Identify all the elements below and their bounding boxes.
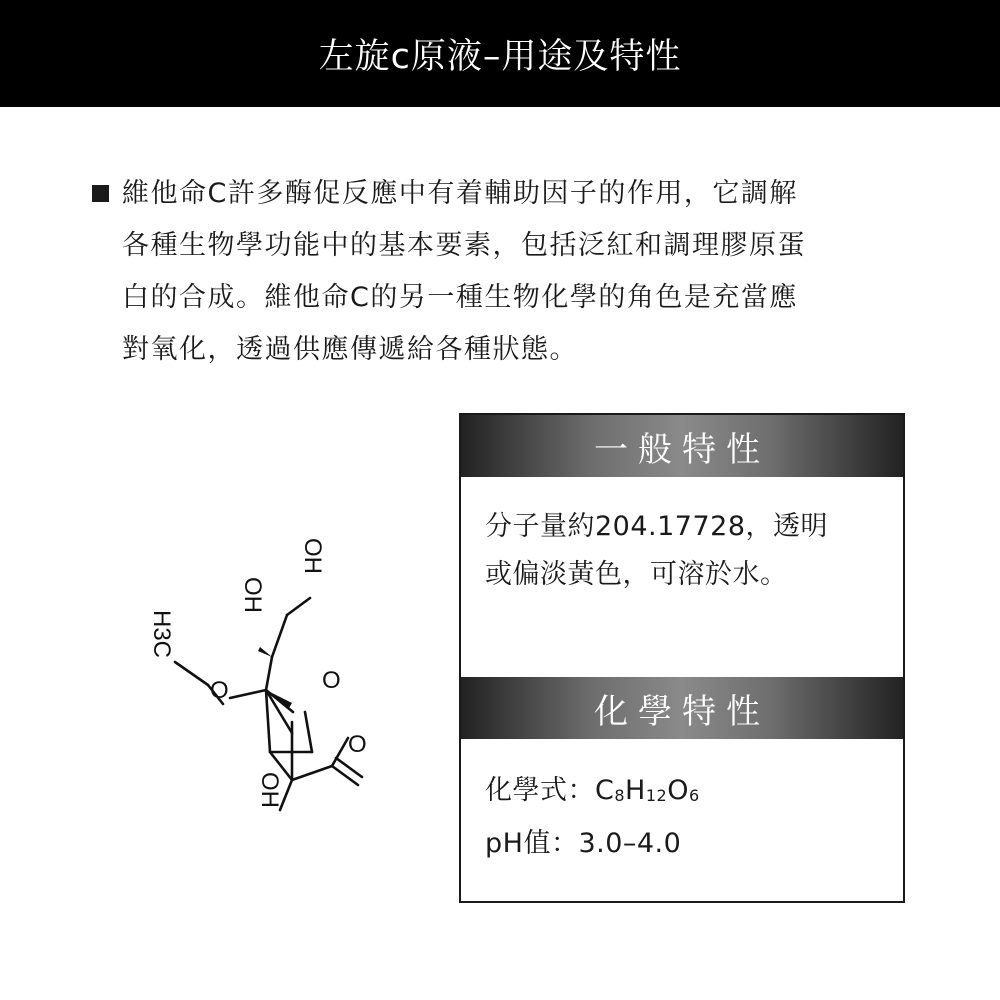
formula-subscript: 8: [614, 786, 626, 805]
description-line: 對氧化，透過供應傳遞給各種狀態。: [122, 334, 578, 365]
wedge-bond: [258, 647, 272, 657]
description-line: 白的合成。維他命C的另一種生物化學的角色是充當應: [122, 282, 798, 313]
ph-line: pH值：3.0–4.0: [485, 828, 682, 859]
bond: [336, 758, 362, 777]
general-properties-text: [485, 503, 885, 599]
general-properties-heading: [461, 415, 903, 477]
chemical-properties-heading: [461, 677, 903, 739]
chemical-properties-text: [485, 767, 885, 868]
formula-subscript: 12: [645, 786, 668, 805]
general-property-line: 分子量約204.17728，透明: [485, 511, 829, 542]
bond: [175, 662, 208, 685]
formula-line: [485, 767, 885, 820]
bond: [266, 690, 292, 733]
bond: [266, 690, 270, 752]
bond: [305, 712, 312, 752]
description-paragraph: [92, 168, 922, 376]
bond: [266, 690, 293, 712]
wedge-bond: [266, 690, 292, 708]
page-title: 左旋c原液–用途及特性: [318, 36, 682, 77]
ascorbic-acid-structure-diagram: [110, 490, 410, 820]
formula-element: H: [625, 775, 646, 806]
properties-box: [459, 413, 905, 903]
o-carbonyl-label: O: [348, 731, 367, 758]
bond: [287, 598, 310, 615]
general-properties-title: 一般特性: [594, 429, 770, 470]
o-ether-label: O: [210, 677, 229, 704]
formula-label: 化學式：: [485, 775, 595, 806]
bond: [266, 657, 272, 690]
chemical-properties-title: 化學特性: [594, 691, 770, 732]
bond: [272, 615, 287, 657]
page-header: [0, 0, 1000, 107]
general-property-line: 或偏淡黃色，可溶於水。: [485, 559, 788, 590]
formula-subscript: 6: [688, 786, 700, 805]
oh-bottom-label: OH: [256, 772, 283, 808]
bond: [230, 690, 266, 698]
formula-element: C: [595, 775, 615, 806]
bullet-square-icon: [92, 185, 109, 202]
oh-mid-label: OH: [239, 577, 266, 613]
formula-element: O: [667, 775, 689, 806]
bond: [332, 766, 358, 785]
bond: [292, 766, 332, 780]
description-line: 維他命C許多酶促反應中有着輔助因子的作用，它調解: [122, 178, 798, 209]
description-line: 各種生物學功能中的基本要素，包括泛紅和調理膠原蛋: [122, 230, 806, 261]
oh-top-label: OH: [299, 538, 326, 574]
h3c-label: H3C: [148, 610, 175, 659]
o-ring-label: O: [322, 667, 341, 694]
